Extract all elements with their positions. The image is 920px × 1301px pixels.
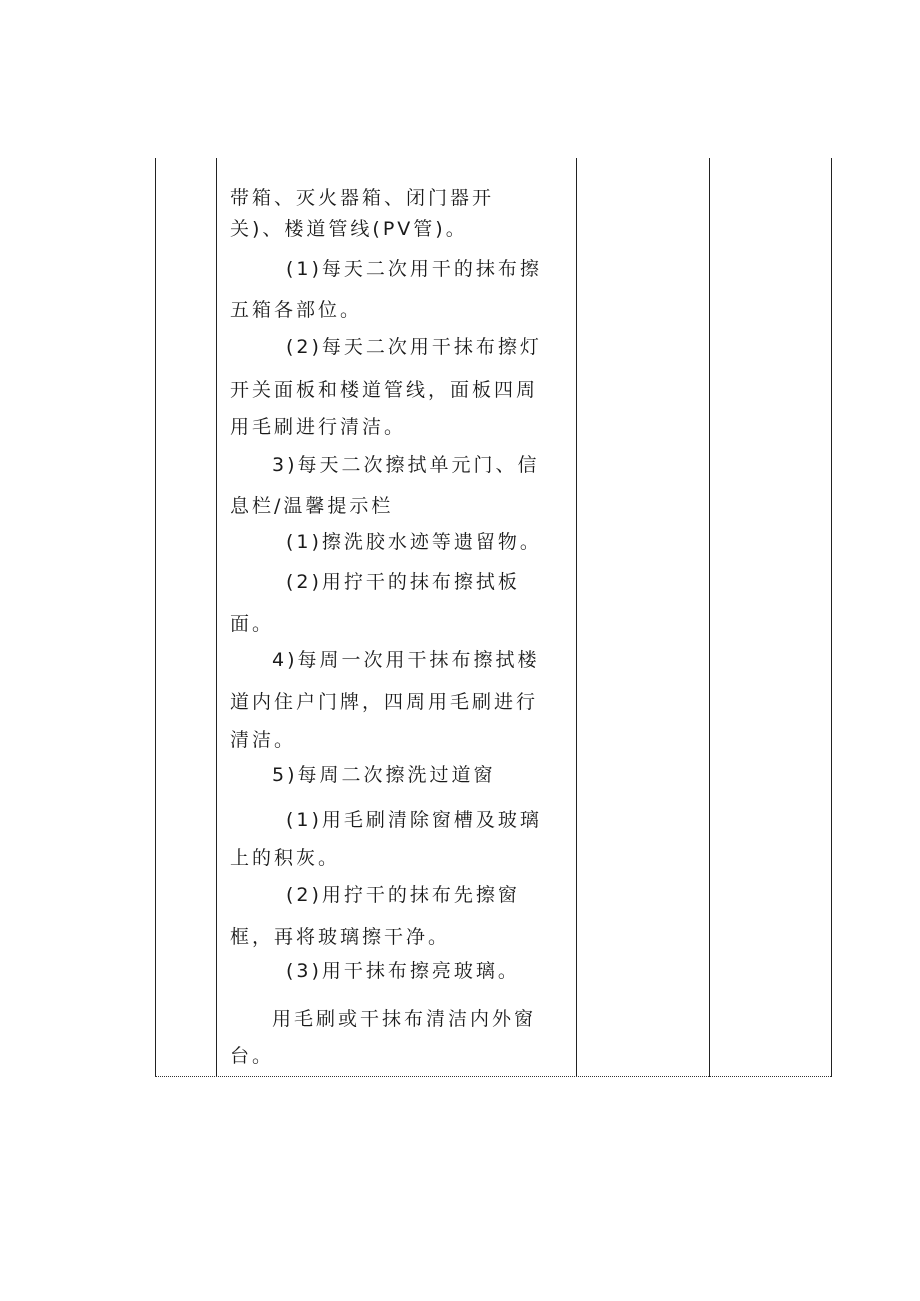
content-line: (2)用拧干的抹布擦拭板 <box>286 571 520 593</box>
content-line: (1)用毛刷清除窗槽及玻璃 <box>286 809 542 831</box>
content-line: 息栏/温馨提示栏 <box>230 495 394 517</box>
content-line: 4)每周一次用干抹布擦拭楼 <box>272 649 540 671</box>
content-line: 关)、楼道管线(PV管)。 <box>230 218 468 240</box>
content-line: 面。 <box>230 613 275 635</box>
content-line: 5)每周二次擦洗过道窗 <box>272 764 496 786</box>
table-column-4 <box>709 158 832 1077</box>
content-line: 用毛刷进行清洁。 <box>230 416 407 438</box>
table-column-3 <box>576 158 710 1077</box>
content-line: 开关面板和楼道管线，面板四周 <box>230 379 539 401</box>
content-line: 带箱、灭火器箱、闭门器开 <box>230 187 495 209</box>
table-bottom-border <box>155 1076 831 1077</box>
content-line: (2)每天二次用干抹布擦灯 <box>286 336 542 358</box>
content-line: 台。 <box>230 1045 275 1067</box>
content-line: 3)每天二次擦拭单元门、信 <box>272 454 540 476</box>
content-line: (3)用干抹布擦亮玻璃。 <box>286 960 520 982</box>
content-line: (1)每天二次用干的抹布擦 <box>286 258 542 280</box>
content-line: (2)用拧干的抹布先擦窗 <box>286 884 520 906</box>
content-line: 五箱各部位。 <box>230 299 363 321</box>
content-line: 用毛刷或干抹布清洁内外窗 <box>272 1008 537 1030</box>
table-column-1 <box>155 158 217 1077</box>
content-line: 上的积灰。 <box>230 847 341 869</box>
content-line: 框，再将玻璃擦干净。 <box>230 926 451 948</box>
content-line: 道内住户门牌，四周用毛刷进行 <box>230 691 539 713</box>
content-line: 清洁。 <box>230 729 297 751</box>
content-line: (1)擦洗胶水迹等遗留物。 <box>286 531 542 553</box>
